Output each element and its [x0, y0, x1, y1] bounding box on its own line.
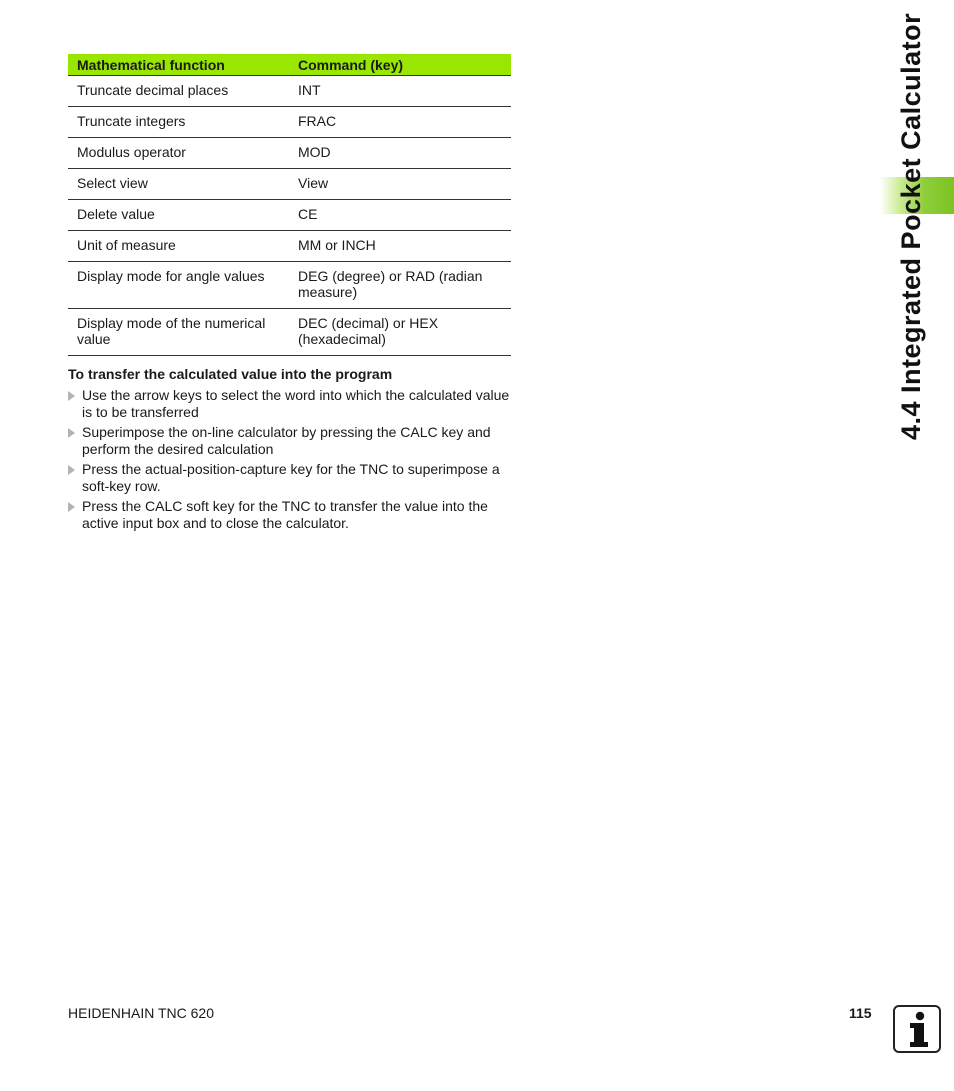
table-row — [68, 200, 511, 231]
table-cell-command: MOD — [289, 138, 511, 169]
table-cell-function: Select view — [68, 169, 289, 200]
table-cell-function: Modulus operator — [68, 138, 289, 169]
transfer-instructions — [68, 366, 513, 535]
column-header-function: Mathematical function — [68, 54, 289, 76]
step-text: Use the arrow keys to select the word into which the calculated value is to be transferred — [82, 387, 510, 420]
table-row — [68, 138, 511, 169]
table-row — [68, 231, 511, 262]
step-item — [68, 424, 513, 457]
table-row — [68, 169, 511, 200]
section-heading: To transfer the calculated value into the program — [68, 366, 393, 382]
table-cell-function: Delete value — [68, 200, 289, 231]
footer-product: HEIDENHAIN TNC 620 — [68, 1005, 215, 1021]
table-row — [68, 107, 511, 138]
chapter-side-title: 4.4 Integrated Pocket Calculator — [896, 12, 926, 440]
step-list — [68, 387, 513, 531]
table-row — [68, 76, 511, 107]
table-cell-function: Truncate integers — [68, 107, 289, 138]
table-cell-function: Unit of measure — [68, 231, 289, 262]
table-cell-command: FRAC — [289, 107, 511, 138]
table-cell-command: DEC (decimal) or HEX (hexadecimal) — [289, 309, 511, 356]
table-row — [68, 309, 511, 356]
table-cell-command: MM or INCH — [289, 231, 511, 262]
page-number: 115 — [849, 1005, 872, 1021]
info-icon — [893, 1005, 941, 1053]
function-table — [68, 54, 511, 356]
table-cell-command: INT — [289, 76, 511, 107]
table-cell-function: Truncate decimal places — [68, 76, 289, 107]
triangle-right-icon — [68, 428, 75, 438]
step-item — [68, 387, 513, 420]
step-text: Superimpose the on-line calculator by pressing the CALC key and perform the desired calculation — [82, 424, 491, 457]
step-text: Press the actual-position-capture key for the TNC to superimpose a soft-key row. — [82, 461, 500, 494]
table-header-row — [68, 54, 511, 76]
step-text: Press the CALC soft key for the TNC to transfer the value into the active input box and to close the calculator. — [82, 498, 488, 531]
table-cell-function: Display mode of the numerical value — [68, 309, 289, 356]
triangle-right-icon — [68, 502, 75, 512]
table-row — [68, 262, 511, 309]
table-cell-command: View — [289, 169, 511, 200]
triangle-right-icon — [68, 465, 75, 475]
column-header-command: Command (key) — [289, 54, 511, 76]
step-item — [68, 498, 513, 531]
step-item — [68, 461, 513, 494]
table-cell-command: DEG (degree) or RAD (radian measure) — [289, 262, 511, 309]
table-cell-command: CE — [289, 200, 511, 231]
table-cell-function: Display mode for angle values — [68, 262, 289, 309]
triangle-right-icon — [68, 391, 75, 401]
